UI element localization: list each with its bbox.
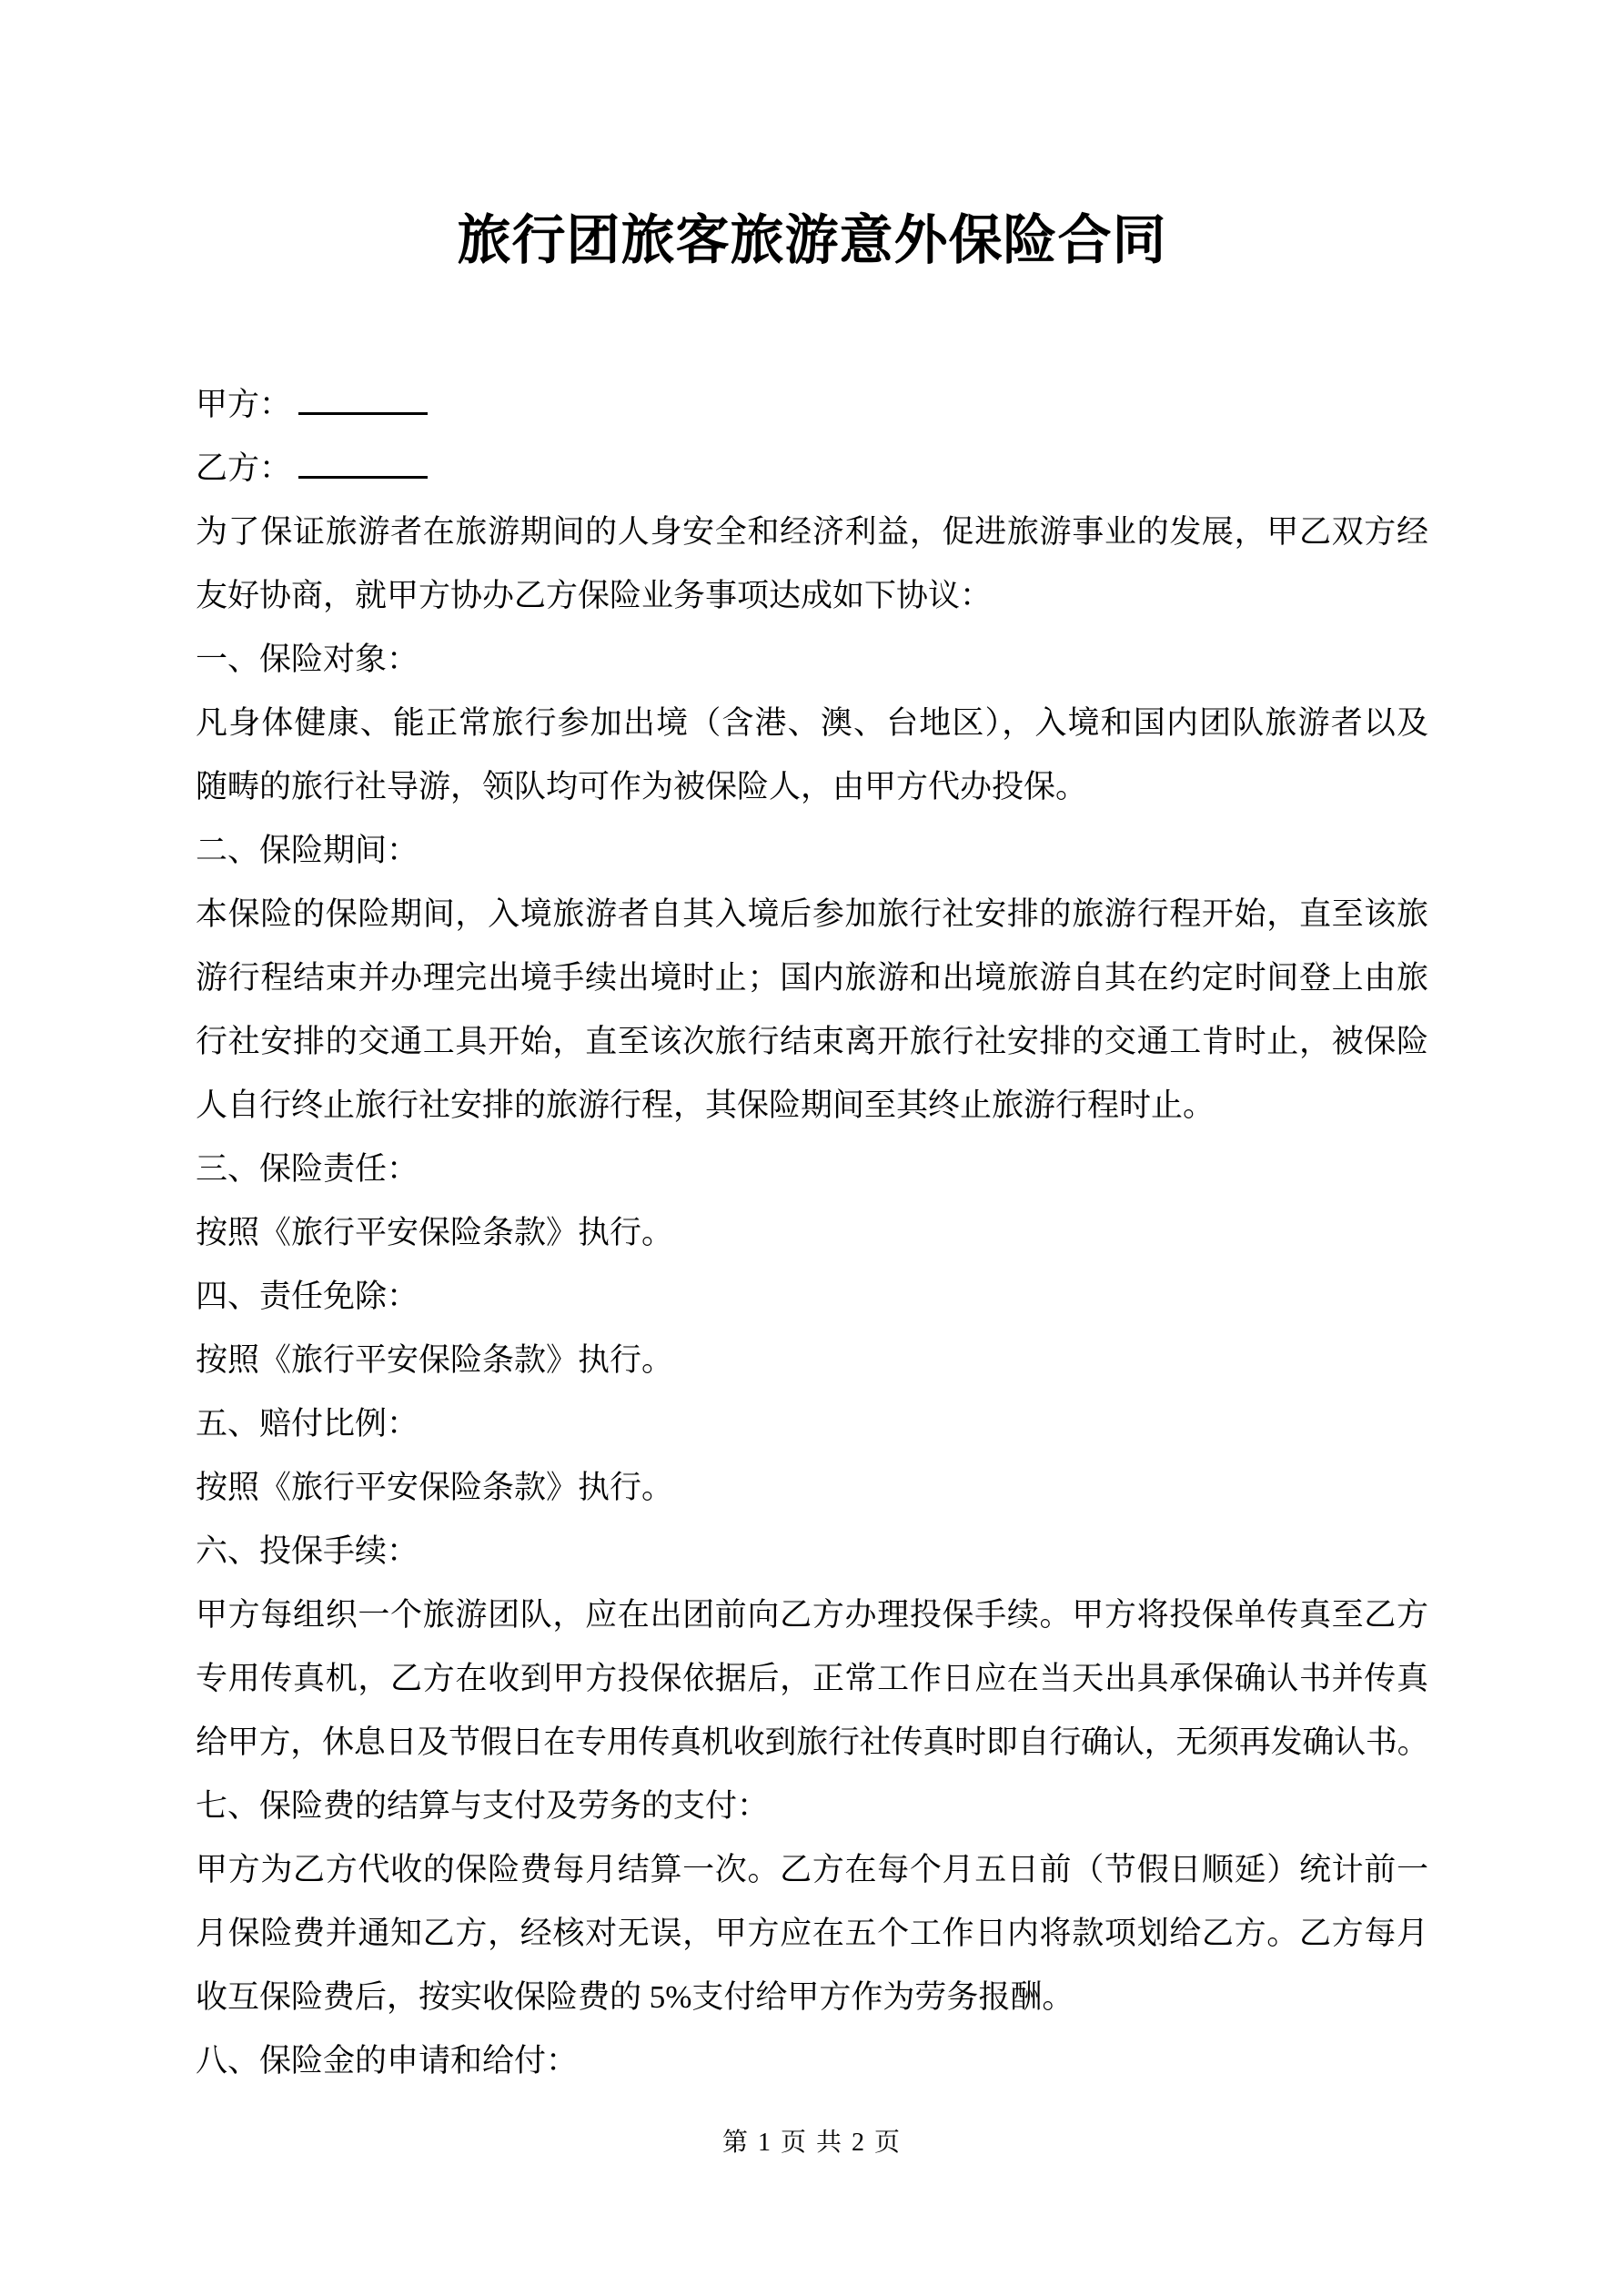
- section-2-heading: 二、保险期间：: [196, 833, 419, 868]
- section-1-heading: 一、保险对象：: [196, 642, 419, 677]
- page-footer: 第 1 页 共 2 页: [721, 2129, 902, 2157]
- section-1-body-line-2: 随畴的旅行社导游，领队均可作为被保险人，由甲方代办投保。: [196, 769, 1088, 804]
- section-3-body: 按照《旅行平安保险条款》执行。: [196, 1215, 674, 1250]
- section-7-body-line-2: 月保险费并通知乙方，经核对无误，甲方应在五个工作日内将款项划给乙方。乙方每月: [196, 1916, 1428, 1951]
- section-7-body-line-1: 甲方为乙方代收的保险费每月结算一次。乙方在每个月五日前（节假日顺延）统计前一: [196, 1852, 1428, 1887]
- document-title: 旅行团旅客旅游意外保险合同: [457, 210, 1167, 270]
- section-3-heading: 三、保险责任：: [196, 1151, 419, 1187]
- section-2-body-line-3: 行社安排的交通工具开始，直至该次旅行结束离开旅行社安排的交通工肯时止，被保险: [196, 1024, 1428, 1059]
- section-2-body-line-1: 本保险的保险期间，入境旅游者自其入境后参加旅行社安排的旅游行程开始，直至该旅: [196, 896, 1428, 932]
- section-5-body: 按照《旅行平安保险条款》执行。: [196, 1470, 674, 1505]
- section-6-heading: 六、投保手续：: [196, 1533, 419, 1569]
- intro-line-2: 友好协商，就甲方协办乙方保险业务事项达成如下协议：: [196, 578, 993, 613]
- party-a-blank: [298, 374, 428, 415]
- party-a-line: [196, 373, 1428, 437]
- party-b-blank: [298, 438, 428, 479]
- section-6-body-line-3: 给甲方，休息日及节假日在专用传真机收到旅行社传真时即自行确认，无须再发确认书。: [196, 1725, 1428, 1760]
- section-8-heading: 八、保险金的申请和给付：: [196, 2043, 579, 2079]
- section-6-body-line-1: 甲方每组织一个旅游团队，应在出团前向乙方办理投保手续。甲方将投保单传真至乙方: [196, 1597, 1428, 1633]
- section-7-heading: 七、保险费的结算与支付及劳务的支付：: [196, 1788, 770, 1824]
- intro-line-1: 为了保证旅游者在旅游期间的人身安全和经济利益，促进旅游事业的发展，甲乙双方经: [196, 514, 1428, 550]
- party-b-label: 乙方：: [196, 450, 292, 486]
- section-2-body-line-2: 游行程结束并办理完出境手续出境时止；国内旅游和出境旅游自其在约定时间登上由旅: [196, 960, 1428, 996]
- section-6-body-line-2: 专用传真机，乙方在收到甲方投保依据后，正常工作日应在当天出具承保确认书并传真: [196, 1661, 1428, 1696]
- section-5-heading: 五、赔付比例：: [196, 1406, 419, 1441]
- party-a-label: 甲方：: [196, 387, 292, 422]
- section-2-body-line-4: 人自行终止旅行社安排的旅游行程，其保险期间至其终止旅游行程时止。: [196, 1087, 1215, 1123]
- section-4-heading: 四、责任免除：: [196, 1279, 419, 1314]
- document-body: [196, 373, 1428, 2093]
- section-1-body-line-1: 凡身体健康、能正常旅行参加出境（含港、澳、台地区），入境和国内团队旅游者以及: [196, 705, 1428, 741]
- party-b-line: [196, 437, 1428, 501]
- section-4-body: 按照《旅行平安保险条款》执行。: [196, 1342, 674, 1378]
- section-7-body-line-3: 收互保险费后，按实收保险费的 5%支付给甲方作为劳务报酬。: [196, 1979, 1074, 2015]
